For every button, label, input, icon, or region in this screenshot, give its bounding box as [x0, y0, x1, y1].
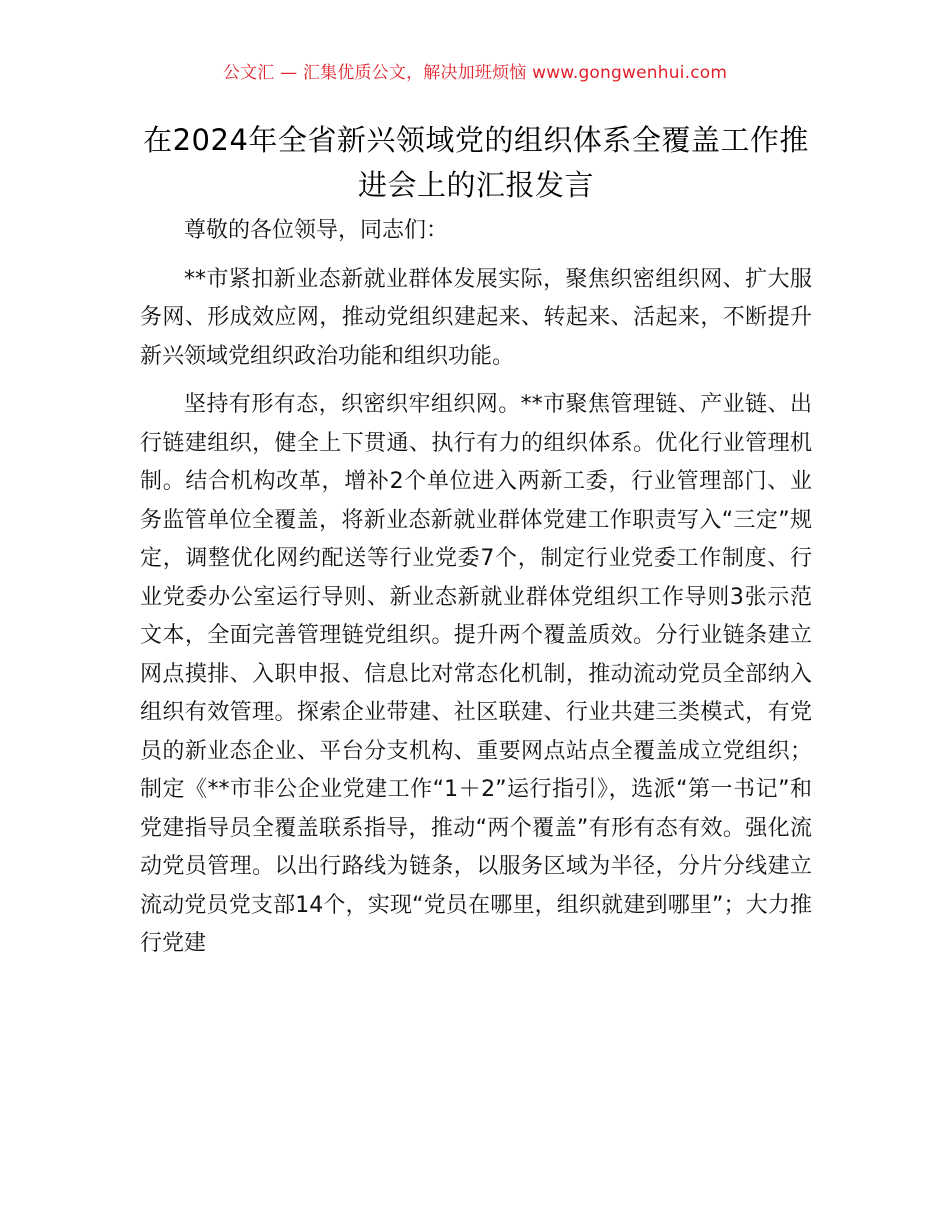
paragraph-2: 坚持有形有态，织密织牢组织网。**市聚焦管理链、产业链、出行链建组织，健全上下贯通、执行有力的组织体系。优化行业管理机制。结合机构改革，增补2个单位进入两新工委，行业管理部门、业务监管单位全覆盖，将新业态新就业群体党建工作职责写入“三定”规定，调整优化网约配送等行业党委7个，制定行业党委工作制度、行业党委办公室运行导则、新业态新就业群体党组织工作导则3张示范文本，全面完善管理链党组织。提升两个覆盖质效。分行业链条建立网点摸排、入职申报、信息比对常态化机制，推动流动党员全部纳入组织有效管理。探索企业带建、社区联建、行业共建三类模式，有党员的新业态企业、平台分支机构、重要网点站点全覆盖成立党组织；制定《**市非公企业党建工作“1＋2”运行指引》，选派“第一书记”和党建指导员全覆盖联系指导，推动“两个覆盖”有形有态有效。强化流动党员管理。以出行路线为链条，以服务区域为半径，分片分线建立流动党员党支部14个，实现“党员在哪里，组织就建到哪里”；大力推行党建: [140, 392, 812, 956]
document-body: [140, 212, 812, 964]
paragraph-1: **市紧扣新业态新就业群体发展实际，聚焦织密组织网、扩大服务网、形成效应网，推动党组织建起来、转起来、活起来，不断提升新兴领域党组织政治功能和组织功能。: [140, 266, 812, 369]
document-title: 在2024年全省新兴领域党的组织体系全覆盖工作推进会上的汇报发言: [143, 123, 809, 202]
salutation: 尊敬的各位领导，同志们：: [184, 218, 449, 243]
watermark-header: 公文汇 — 汇集优质公文，解决加班烦恼 www.gongwenhui.com: [222, 63, 728, 83]
